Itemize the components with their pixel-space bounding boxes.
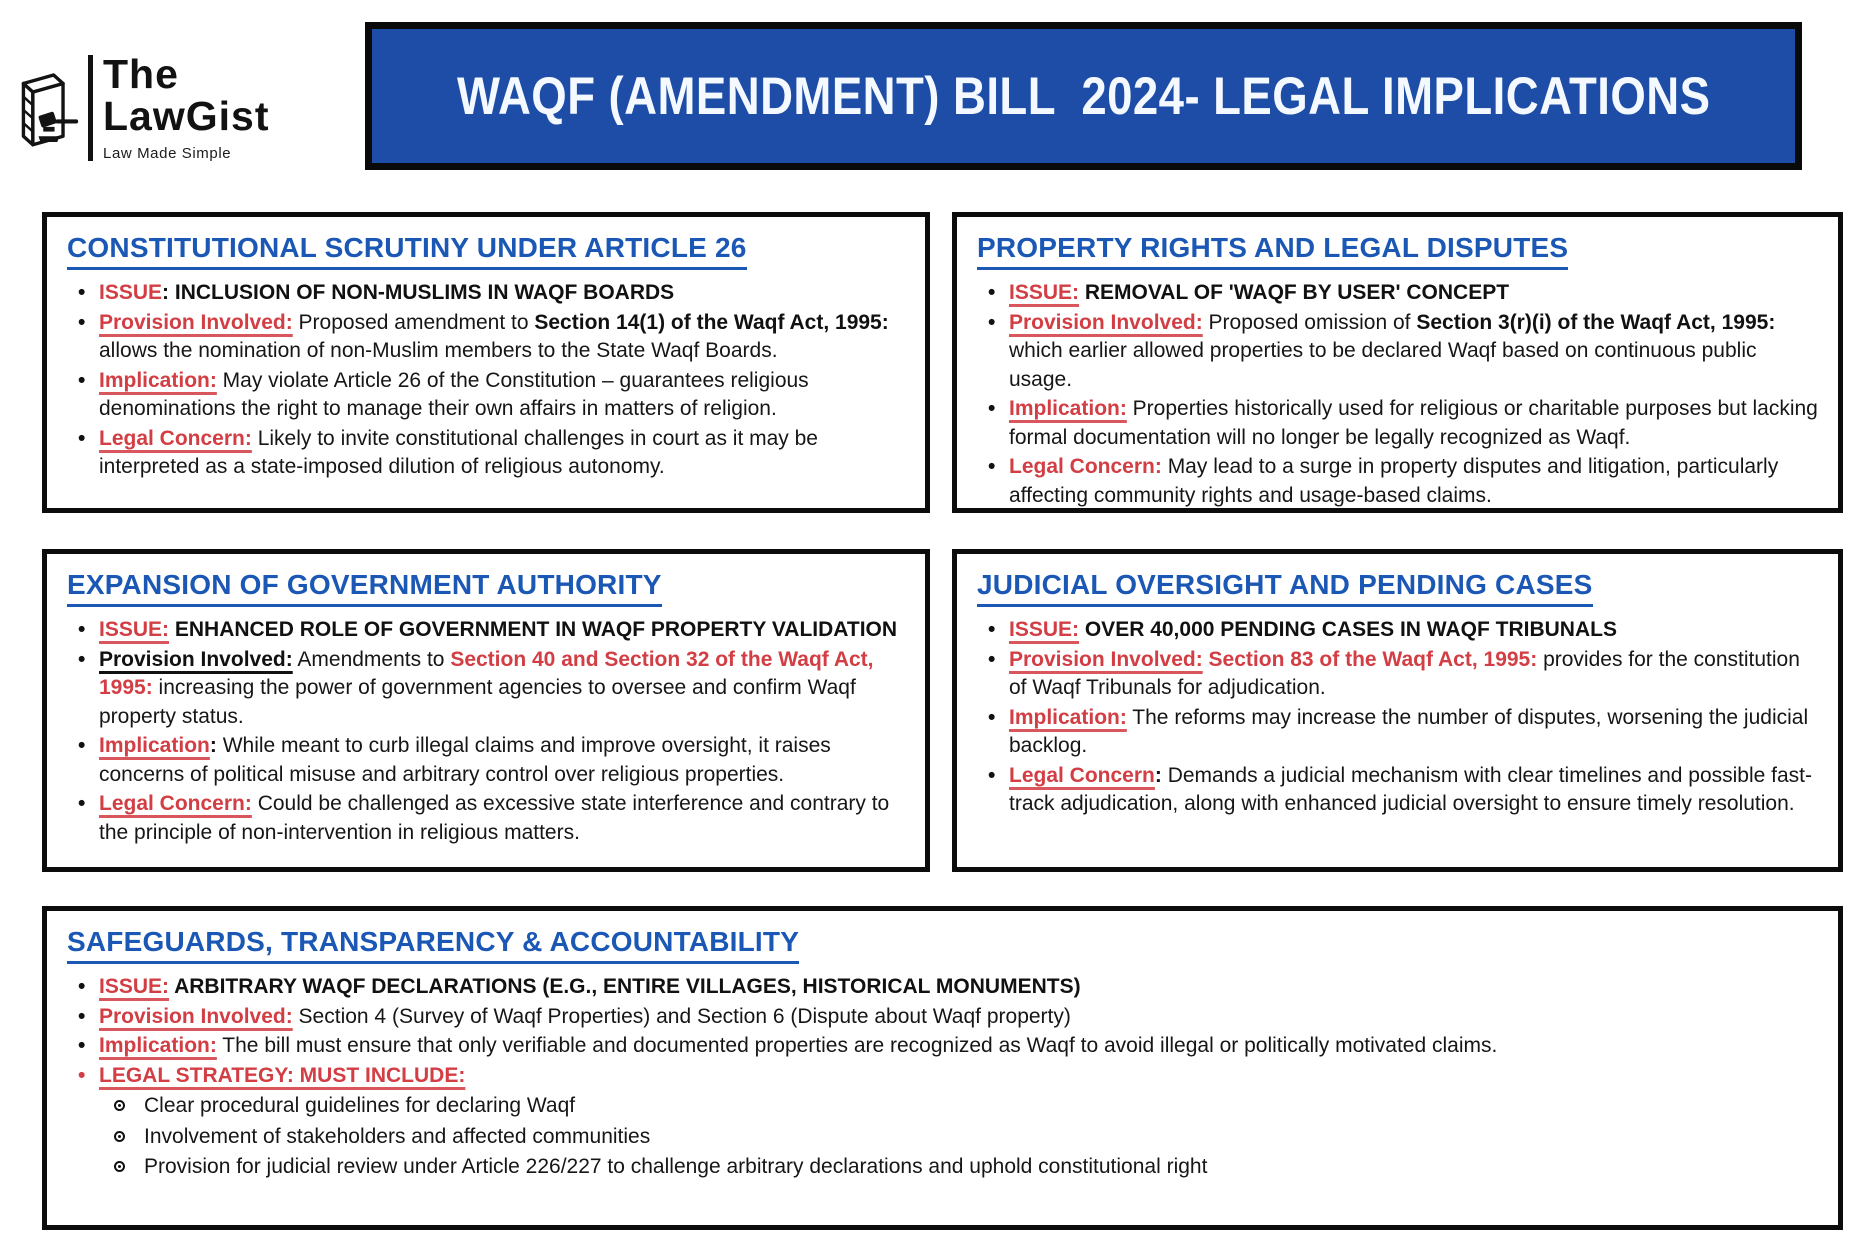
text-segment: Section 83 of the Waqf Act, 1995: [1202, 647, 1538, 671]
title-banner [365, 22, 1802, 170]
lawgist-logo [14, 50, 269, 166]
text-segment: OVER 40,000 PENDING CASES IN WAQF TRIBUNALS [1079, 618, 1617, 641]
bullet-item [977, 309, 1818, 395]
dot-bullet-marker: • [78, 1063, 86, 1087]
text-segment: Legal Concern [1009, 763, 1155, 787]
card-title: PROPERTY RIGHTS AND LEGAL DISPUTES [977, 232, 1568, 270]
bullet-text [99, 1062, 1818, 1091]
dot-bullet-marker: • [988, 763, 996, 787]
bullet-text [99, 367, 905, 424]
sub-bullet-item [103, 1153, 1818, 1182]
text-segment: : [209, 734, 217, 758]
text-segment: Section 40 and Section 32 of the Waqf Act, 1995: [99, 647, 874, 700]
text-segment: Section 3(r)(i) of the Waqf Act, 1995: [1416, 310, 1776, 334]
bullet-item [67, 279, 905, 308]
bullet-text [99, 279, 905, 308]
text-segment: ISSUE: [1009, 281, 1080, 304]
text-segment: Legal Concern: [99, 792, 252, 816]
bullet-item [977, 453, 1818, 510]
bullet-item [977, 704, 1818, 761]
text-segment: Involvement of stakeholders and affected communities [144, 1124, 651, 1148]
book-gavel-icon [14, 64, 80, 152]
page-title: WAQF (AMENDMENT) BILL 2024- LEGAL IMPLICATIONS [456, 66, 1711, 126]
bullet-item [67, 646, 905, 732]
bullet-item [67, 790, 905, 847]
text-segment: Properties historically used for religious or charitable purposes but lacking formal documentation will no longer be legally recognized as Waqf. [1009, 397, 1818, 449]
bullet-text [144, 1153, 1818, 1182]
logo-text [103, 51, 270, 162]
card-safeguards-transparency [42, 906, 1843, 1230]
dot-bullet-marker: • [78, 310, 86, 334]
brand-name-bottom: LawGist [103, 93, 270, 139]
logo-divider [88, 55, 93, 161]
dot-bullet-marker: • [78, 1034, 86, 1058]
text-segment: provides for the constitution of Waqf Tribunals for adjudication. [1009, 647, 1800, 700]
dot-bullet-marker: • [988, 705, 996, 729]
dot-bullet-marker: • [78, 281, 86, 304]
text-segment: Provision Involved: [1009, 647, 1203, 671]
dot-bullet-marker: • [78, 975, 86, 998]
bullet-text [1009, 309, 1818, 395]
dot-bullet-marker: • [78, 618, 86, 641]
sub-bullet-item [103, 1092, 1818, 1121]
card-title: EXPANSION OF GOVERNMENT AUTHORITY [67, 569, 662, 607]
text-segment: increasing the power of government agencies to oversee and confirm Waqf property status. [99, 676, 856, 728]
text-segment: which earlier allowed properties to be declared Waqf based on continuous public usage. [1009, 339, 1757, 391]
text-segment: May violate Article 26 of the Constitution – guarantees religious denominations the right to manage their own affairs in matters of religion. [99, 368, 809, 421]
bullet-item [977, 395, 1818, 452]
text-segment: Demands a judicial mechanism with clear timelines and possible fast-track adjudication, along with enhanced judicial oversight to ensure timely resolution. [1009, 763, 1812, 816]
text-segment: REMOVAL OF 'WAQF BY USER' CONCEPT [1079, 281, 1510, 304]
text-segment: Implication [99, 734, 210, 758]
dot-bullet-marker: • [78, 426, 86, 450]
bullet-text [99, 1003, 1818, 1032]
dot-bullet-marker: • [988, 618, 996, 641]
bullet-item [977, 616, 1818, 645]
dot-bullet-marker: • [78, 1004, 86, 1028]
dot-bullet-marker: • [78, 368, 86, 392]
text-segment: ISSUE [99, 281, 163, 304]
bullet-item [67, 1032, 1818, 1061]
bullet-text [99, 646, 905, 732]
card-body [67, 279, 905, 482]
card-government-authority [42, 549, 930, 872]
card-body [67, 973, 1818, 1182]
bullet-text [99, 1032, 1818, 1061]
circle-bullet-marker [114, 1161, 125, 1172]
dot-bullet-marker: • [988, 397, 996, 421]
card-body [977, 616, 1818, 819]
text-segment: May lead to a surge in property disputes and litigation, particularly affecting community rights and usage-based claims. [1009, 455, 1779, 507]
bullet-text [1009, 453, 1818, 510]
bullet-text [1009, 704, 1818, 761]
card-title: CONSTITUTIONAL SCRUTINY UNDER ARTICLE 26 [67, 232, 747, 270]
card-property-rights [952, 212, 1843, 513]
card-constitutional-scrutiny [42, 212, 930, 513]
text-segment: Proposed omission of [1202, 310, 1417, 334]
text-segment: Proposed amendment to [292, 310, 535, 334]
dot-bullet-marker: • [988, 455, 996, 479]
bullet-item [977, 646, 1818, 703]
bullet-text [99, 425, 905, 482]
text-segment: Provision Involved: [99, 1004, 293, 1028]
card-body [977, 279, 1818, 510]
bullet-text [144, 1123, 1818, 1152]
bullet-item [67, 616, 905, 645]
bullet-text [99, 732, 905, 789]
dot-bullet-marker: • [78, 792, 86, 816]
bullet-text [1009, 279, 1818, 308]
text-segment: Section 14(1) of the Waqf Act, 1995: [534, 310, 889, 334]
text-segment: Could be challenged as excessive state interference and contrary to the principle of non-intervention in religious matters. [99, 792, 890, 844]
text-segment: : INCLUSION OF NON-MUSLIMS IN WAQF BOARDS [162, 281, 675, 304]
text-segment: allows the nomination of non-Muslim members to the State Waqf Boards. [99, 339, 778, 363]
circle-bullet-marker [114, 1131, 125, 1142]
text-segment: Amendments to [292, 647, 451, 671]
text-segment: Section 4 (Survey of Waqf Properties) and Section 6 (Dispute about Waqf property) [292, 1004, 1071, 1028]
text-segment: Likely to invite constitutional challenges in court as it may be interpreted as a state-imposed dilution of religious autonomy. [99, 426, 818, 479]
dot-bullet-marker: • [78, 647, 86, 671]
bullet-text [1009, 616, 1818, 645]
bullet-text [1009, 395, 1818, 452]
text-segment: Legal Concern: [1009, 455, 1162, 479]
text-segment: Clear procedural guidelines for declaring Waqf [144, 1094, 576, 1118]
text-segment: LEGAL STRATEGY: MUST INCLUDE: [99, 1063, 466, 1087]
sub-bullet-item [103, 1123, 1818, 1152]
text-segment: ISSUE: [99, 618, 170, 641]
dot-bullet-marker: • [988, 281, 996, 304]
card-title: JUDICIAL OVERSIGHT AND PENDING CASES [977, 569, 1593, 607]
text-segment: Implication: [1009, 397, 1127, 421]
dot-bullet-marker: • [988, 310, 996, 334]
bullet-item [67, 732, 905, 789]
bullet-text [1009, 646, 1818, 703]
bullet-item [977, 279, 1818, 308]
text-segment: Implication: [1009, 705, 1127, 729]
text-segment: Provision Involved: [99, 310, 293, 334]
bullet-item [67, 309, 905, 366]
text-segment: The reforms may increase the number of disputes, worsening the judicial backlog. [1009, 705, 1809, 758]
bullet-item [67, 367, 905, 424]
text-segment: Provision Involved: [99, 647, 293, 671]
card-body [67, 616, 905, 847]
text-segment: ISSUE: [99, 975, 170, 998]
text-segment: ENHANCED ROLE OF GOVERNMENT IN WAQF PROPERTY VALIDATION [169, 618, 898, 641]
dot-bullet-marker: • [988, 647, 996, 671]
text-segment: Implication: [99, 1034, 217, 1058]
bullet-text [99, 616, 905, 645]
bullet-text [1009, 762, 1818, 819]
brand-tagline: Law Made Simple [103, 144, 232, 162]
bullet-text [99, 790, 905, 847]
brand-name-top: The [103, 51, 179, 98]
bullet-item [67, 973, 1818, 1002]
text-segment: While meant to curb illegal claims and improve oversight, it raises concerns of political misuse and arbitrary control over religious properties. [99, 734, 831, 786]
bullet-item [67, 1003, 1818, 1032]
text-segment: ISSUE: [1009, 618, 1080, 641]
text-segment: Legal Concern: [99, 426, 252, 450]
card-judicial-oversight [952, 549, 1843, 872]
card-title: SAFEGUARDS, TRANSPARENCY & ACCOUNTABILITY [67, 926, 799, 964]
bullet-text [99, 973, 1818, 1002]
bullet-text [144, 1092, 1818, 1121]
bullet-item [67, 425, 905, 482]
text-segment: Provision for judicial review under Article 226/227 to challenge arbitrary declarations and uphold constitutional right [144, 1155, 1208, 1179]
bullet-text [99, 309, 905, 366]
bullet-item [67, 1062, 1818, 1091]
bullet-item [977, 762, 1818, 819]
text-segment: : [1154, 763, 1162, 787]
text-segment: Implication: [99, 368, 217, 392]
text-segment: ARBITRARY WAQF DECLARATIONS (E.G., ENTIRE VILLAGES, HISTORICAL MONUMENTS) [169, 975, 1081, 998]
text-segment: Provision Involved: [1009, 310, 1203, 334]
dot-bullet-marker: • [78, 734, 86, 758]
circle-bullet-marker [114, 1100, 125, 1111]
text-segment: The bill must ensure that only verifiable and documented properties are recognized as Waqf to avoid illegal or politically motivated claims. [216, 1034, 1498, 1058]
